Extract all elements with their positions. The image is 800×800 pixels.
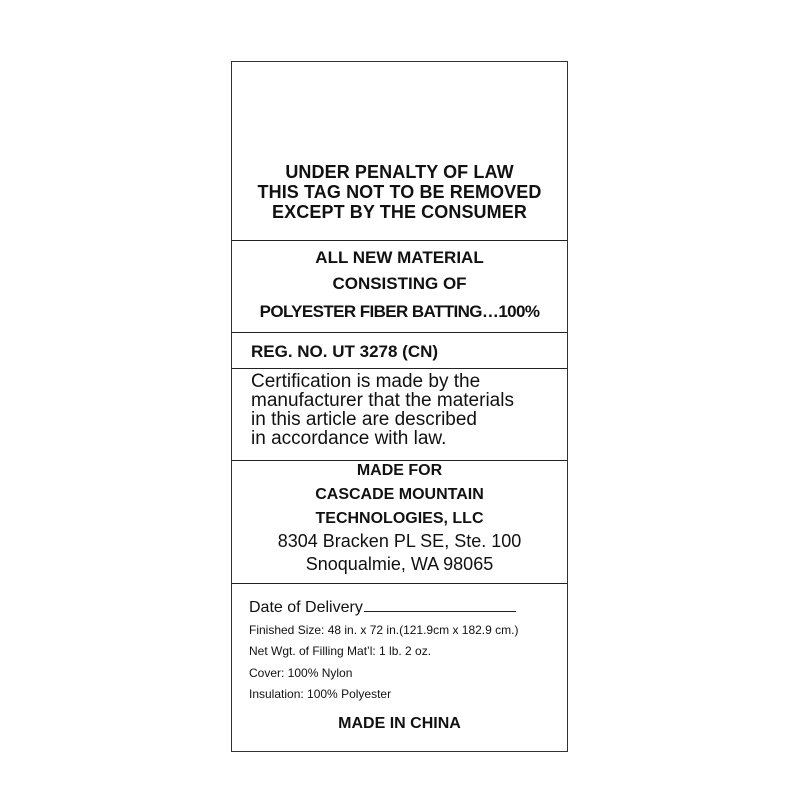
section-divider: [232, 583, 567, 584]
warning-line-1: UNDER PENALTY OF LAW: [285, 162, 514, 182]
section-divider: [232, 460, 567, 461]
date-of-delivery-blank: [364, 597, 516, 612]
net-weight: Net Wgt. of Filling Mat’l: 1 lb. 2 oz.: [249, 644, 432, 658]
made-for-heading: MADE FOR: [356, 462, 443, 479]
cover-material: Cover: 100% Nylon: [249, 666, 353, 680]
country-of-origin: MADE IN CHINA: [338, 715, 461, 732]
section-divider: [232, 240, 567, 241]
law-tag: [231, 61, 568, 752]
certification-line-2: manufacturer that the materials: [251, 390, 514, 411]
material-line-3: POLYESTER FIBER BATTING…100%: [259, 302, 540, 321]
company-line-2: TECHNOLOGIES, LLC: [315, 510, 484, 527]
date-of-delivery: [249, 597, 516, 617]
address-line-1: 8304 Bracken PL SE, Ste. 100: [277, 531, 522, 551]
warning-line-2: THIS TAG NOT TO BE REMOVED: [257, 182, 542, 202]
insulation-material: Insulation: 100% Polyester: [249, 687, 392, 701]
material-line-2: CONSISTING OF: [332, 274, 467, 293]
company-line-1: CASCADE MOUNTAIN: [315, 486, 484, 503]
material-line-1: ALL NEW MATERIAL: [315, 248, 484, 267]
section-divider: [232, 368, 567, 369]
certification-line-1: Certification is made by the: [251, 371, 481, 392]
warning-line-3: EXCEPT BY THE CONSUMER: [272, 202, 527, 222]
section-divider: [232, 332, 567, 333]
finished-size: Finished Size: 48 in. x 72 in.(121.9cm x 182.9 cm.): [249, 623, 519, 637]
certification-line-3: in this article are described: [251, 409, 477, 430]
registration-number: REG. NO. UT 3278 (CN): [251, 342, 439, 361]
address-line-2: Snoqualmie, WA 98065: [305, 554, 494, 574]
certification-line-4: in accordance with law.: [251, 428, 447, 449]
date-of-delivery-label: Date of Delivery: [249, 599, 363, 616]
